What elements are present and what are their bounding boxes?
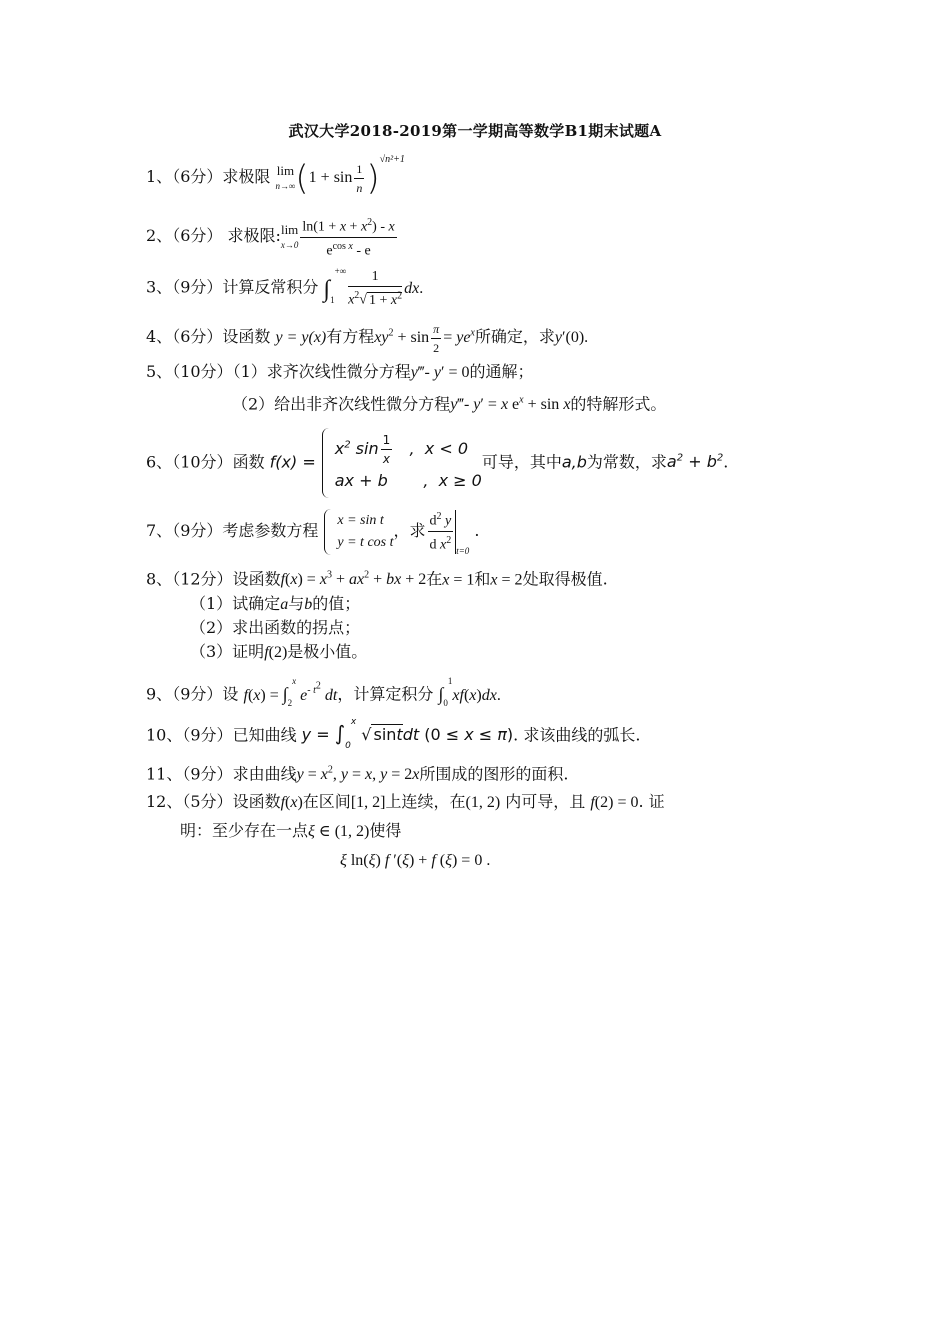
question-text: 使得 — [369, 821, 402, 840]
question-text: 处取得极值. — [522, 569, 608, 589]
formula: a — [280, 596, 289, 613]
question-text: 在 — [426, 569, 443, 589]
brace — [324, 509, 331, 555]
question-text: 设 — [222, 684, 239, 704]
question-number: 4、 — [146, 327, 173, 347]
formula: $y = x^2$, y = x, y = 2x — [296, 765, 420, 784]
question-text: 的值； — [312, 594, 361, 613]
question-text: 为常数，求 — [586, 452, 667, 472]
formula: $xy^2 + \sin$ $\frac{\pi}{2}$ = $ye^x$ — [374, 322, 475, 355]
question-number: 7、 — [146, 521, 173, 540]
formula: lim x→0 $\frac{\ln(1 + x + x^2) - x}{e^{cos x} - e}$ — [281, 228, 399, 245]
question-8 — [146, 565, 608, 591]
question-text: 和 — [474, 569, 491, 589]
question-text: 有方程 — [326, 327, 375, 347]
question-6: 6、（10分）函数 f(x) = $x^2$ sin $\frac{1}{x}$ , x < 0 ax + b , x ≥ 0 可导，其中a,b为常数，求$a^2 + b^2$. — [146, 420, 728, 501]
question-points: （6分） — [172, 327, 223, 347]
question-text: （3）证明 — [190, 642, 265, 661]
question-5-part-2 — [232, 390, 666, 416]
formula: y = y(x) — [275, 329, 327, 347]
question-7: 7、（9分）考虑参数方程 x = sin t y = t cos t ，求 $\frac{d^2 y}{d x^2}$ $_{t=0}$ . — [146, 506, 479, 576]
question-text: 设函数 — [232, 569, 281, 589]
question-12-line-2 — [180, 820, 401, 843]
formula: a,b — [561, 452, 587, 472]
formula: y‴- y′ = x $e^x + \sin x$ — [450, 395, 571, 414]
question-number: 12、 — [146, 792, 183, 811]
formula: y‴- y′ = 0 — [410, 364, 470, 381]
formula: lim n→∞(1 + sin $\frac{1}{n}$ )$^{√n^2+1}$ — [275, 153, 405, 199]
formula: ξ ∈ (1, 2) — [308, 823, 370, 840]
question-text: （1）试确定 — [190, 594, 281, 613]
question-text: 内可导，且 — [505, 792, 586, 811]
question-text: 求极限 — [222, 167, 271, 187]
question-text: ，求 — [393, 521, 426, 540]
question-text: 与 — [288, 594, 305, 613]
question-points: （9分） — [172, 277, 223, 297]
question-points: （9分） — [182, 725, 233, 745]
formula: $f(x) = x^3 + ax^2$ + bx + 2 — [280, 570, 427, 589]
question-points: （10分） — [172, 362, 233, 381]
question-text: 的通解； — [469, 362, 534, 381]
question-text: ，计算定积分 — [337, 684, 434, 704]
question-text: 上连续，在 — [385, 792, 466, 811]
question-text: 计算反常积分 — [222, 277, 319, 297]
question-text: . 证 — [638, 792, 665, 811]
formula: [1, 2] — [350, 794, 386, 811]
question-text: 可导，其中 — [481, 452, 562, 472]
question-1 — [146, 153, 405, 199]
question-text: 的特解形式。 — [570, 394, 667, 414]
question-points: （10分） — [172, 452, 233, 472]
page-title: 武汉大学2018-2019第一学期高等数学B1期末试题A — [288, 122, 662, 140]
formula: $\int_0^1xf(x)dx$. — [438, 676, 501, 708]
question-number: 5、 — [146, 362, 173, 381]
question-12-equation — [340, 849, 490, 872]
question-text: 所确定，求 — [474, 327, 555, 347]
question-text: 设函数 — [232, 792, 281, 811]
question-text: 在区间 — [302, 792, 351, 811]
formula: f(2) — [264, 644, 288, 661]
brace — [322, 428, 329, 498]
formula: $a^2 + b^2$ — [666, 452, 724, 472]
question-4 — [146, 320, 588, 357]
question-number: 6、 — [146, 452, 173, 472]
question-points: （12分） — [172, 569, 233, 589]
question-text: 求由曲线 — [232, 764, 297, 784]
formula: $\frac{d^2 y}{d x^2}$ — [428, 508, 454, 554]
formula: f(x) = — [269, 452, 316, 472]
formula: $f(x) = \int_2^x$ $e^{- t^2}$ dt — [243, 676, 338, 708]
formula: ξ ln(ξ) f ′(ξ) + f (ξ) = 0 . — [340, 852, 491, 869]
question-number: 8、 — [146, 569, 173, 589]
question-12 — [146, 791, 665, 814]
formula: x = 1 — [442, 571, 475, 589]
question-text: 考虑参数方程 — [222, 521, 319, 540]
formula: f(x) — [280, 794, 303, 811]
question-text: 所围成的图形的面积. — [419, 764, 569, 784]
formula: x = 2 — [490, 571, 523, 589]
parametric-cases: x = sin t y = t cos t — [337, 512, 394, 550]
question-number: 3、 — [146, 277, 173, 297]
formula: (1, 2) — [465, 794, 501, 811]
question-text: 已知曲线 — [232, 725, 297, 745]
question-text: 是极小值。 — [287, 642, 368, 661]
question-number: 1、 — [146, 167, 173, 187]
formula: b — [304, 596, 313, 613]
question-text: （1）求齐次线性微分方程 — [232, 362, 411, 381]
question-points: （9分） — [182, 764, 233, 784]
question-8-sub-3 — [190, 641, 367, 664]
question-number: 10、 — [146, 725, 183, 745]
question-text: 求极限: — [227, 225, 281, 245]
formula: y′(0). — [554, 329, 589, 347]
question-points: （9分） — [172, 521, 223, 540]
question-10 — [146, 717, 641, 757]
question-points: （9分） — [172, 684, 223, 704]
question-2 — [146, 214, 399, 260]
question-5 — [146, 361, 534, 384]
question-points: （6分） — [172, 225, 223, 245]
question-number: 9、 — [146, 684, 173, 704]
question-3 — [146, 268, 423, 311]
question-8-sub-1 — [190, 593, 360, 616]
question-8-sub-2 — [190, 617, 360, 639]
question-text: 函数 — [232, 452, 265, 472]
question-text: 设函数 — [222, 327, 271, 347]
formula: $y = \int_0^x$ √ sintdt (0 ≤ x ≤ π) — [301, 717, 514, 752]
question-text: （2）给出非齐次线性微分方程 — [232, 394, 451, 414]
question-number: 2、 — [146, 225, 173, 245]
question-text: 明：至少存在一点 — [180, 821, 309, 840]
question-text: . 求该曲线的弧长. — [513, 725, 641, 745]
question-points: （5分） — [182, 792, 233, 811]
formula: $\int_1^{+\infty}$ $\frac{1}{x^2√ 1 + x^2}$ dx. — [323, 266, 424, 308]
question-number: 11、 — [146, 764, 183, 784]
question-9 — [146, 676, 501, 714]
question-text: （2）求出函数的拐点； — [190, 618, 361, 637]
question-11 — [146, 760, 568, 786]
piecewise-cases: $x^2$ sin $\frac{1}{x}$ , x < 0 ax + b , x ≥ 0 — [334, 433, 482, 491]
question-points: （6分） — [172, 167, 223, 187]
formula: f(2) = 0 — [590, 794, 639, 811]
